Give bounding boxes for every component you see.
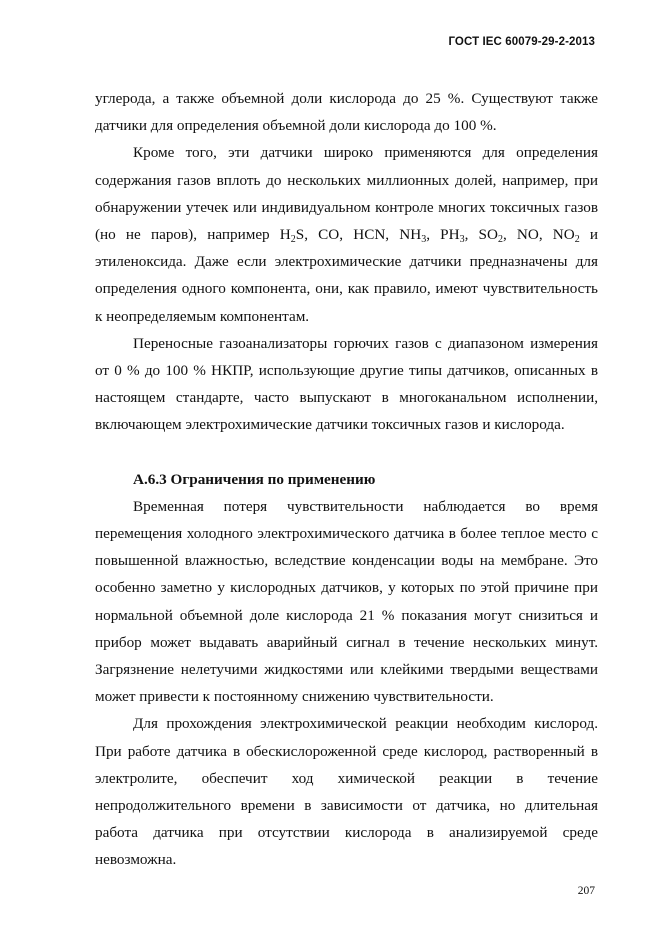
document-body: [95, 85, 598, 874]
subscript: 2: [290, 234, 296, 246]
section-title: А.6.3 Ограничения по применению: [133, 470, 376, 488]
page-number: 207: [577, 885, 595, 897]
paragraph-oxygen-requirement: Для прохождения электрохимической реакции необходим кислород. При работе датчика в обескислороженной среде кислород, растворенный в электролите, обеспечит ход химической реакции в течение непродолжительного времени в зависимости от датчика, но длительная работа датчика при отсутствии кислорода в анализируемой среде невозможна.: [95, 715, 598, 869]
paragraph-sensor-applications: [95, 139, 598, 329]
formula-text: , SO: [464, 226, 498, 244]
paragraph-text: Кроме того, эти датчики широко применяются для определения содержания газов вплоть до нескольких миллионных долей, например, при обнаружении утечек или индивидуальном контроле многих токсичных газов (но не паров), например H: [95, 144, 598, 244]
formula-text: , NO, NO: [502, 226, 575, 244]
paragraph-sensitivity-loss: Временная потеря чувствительности наблюдается во время перемещения холодного электрохимического датчика в более теплое место с повышенной влажностью, вследствие конденсации воды на мембране. Это особенно заметно у кислородных датчиков, у которых по этой причине при нормальной объемной доле кислорода 21 % показания могут снизиться и прибор может выдавать аварийный сигнал в течение нескольких минут. Загрязнение нелетучими жидкостями или клейкими твердыми веществами может привести к постоянному снижению чувствительности.: [95, 497, 598, 706]
spacer: [95, 439, 598, 466]
paragraph-portable-analyzers: Переносные газоанализаторы горючих газов с диапазоном измерения от 0 % до 100 % НКПР, использующие другие типы датчиков, описанных в настоящем стандарте, часто выпускают в многоканальном исполнении, включающем электрохимические датчики токсичных газов и кислорода.: [95, 334, 598, 434]
formula-text: , PH: [426, 226, 460, 244]
subscript: 3: [459, 234, 465, 246]
subscript: 2: [497, 234, 503, 246]
paragraph-text: и этиленоксида. Даже если электрохимические датчики предназначены для определения одного компонента, они, как правило, имеют чувствительность к неопределяемым компонентам.: [95, 226, 599, 325]
subscript: 2: [574, 234, 580, 246]
subscript: 3: [421, 234, 427, 246]
paragraph-continuation: углерода, а также объемной доли кислорода до 25 %. Существуют также датчики для определения объемной доли кислорода до 100 %.: [95, 90, 598, 135]
formula-text: S, CO, HCN, NH: [295, 226, 422, 244]
document-header: ГОСТ IEC 60079-29-2-2013: [448, 36, 595, 48]
